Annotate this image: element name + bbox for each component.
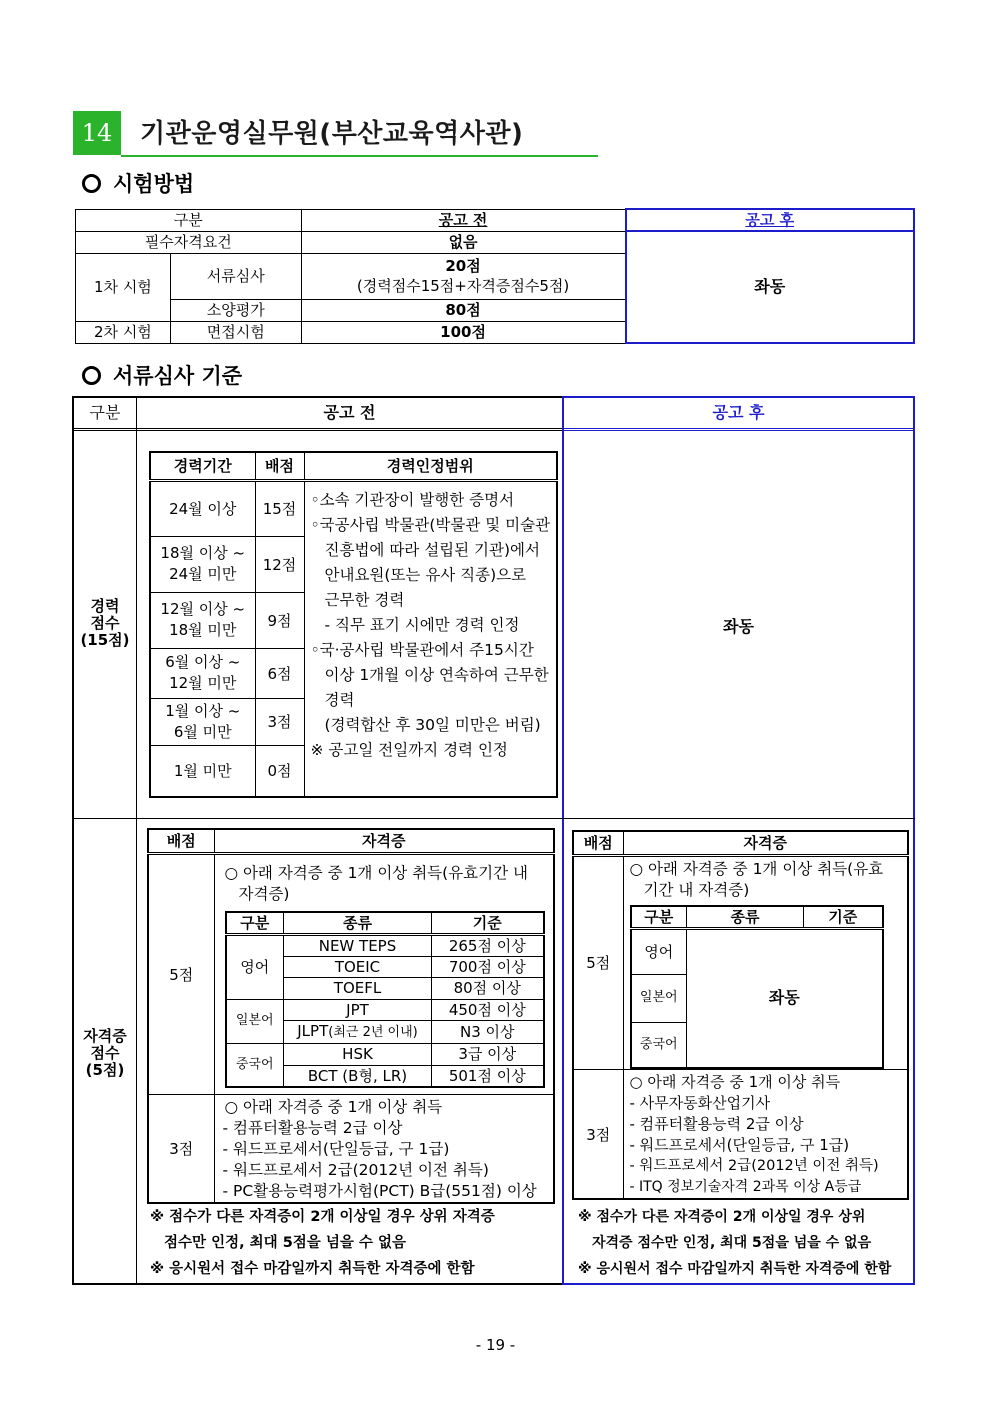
- lang-col-cat: 구분: [631, 906, 687, 929]
- career-col-points: 배점: [255, 452, 304, 480]
- cert-standard: 450점 이상: [432, 999, 544, 1021]
- career-points: 3점: [255, 698, 304, 745]
- career-col-scope: 경력인정범위: [304, 452, 557, 480]
- page-number: - 19 -: [475, 1336, 516, 1354]
- col-category: 구분: [76, 209, 302, 231]
- cert-kind: TOEIC: [284, 956, 432, 978]
- lang-col-std: 기준: [804, 906, 883, 929]
- cert-score-label: 자격증 점수 (5점): [83, 1027, 127, 1079]
- stage1-label: 1차 시험: [76, 253, 171, 321]
- cert-kind: JLPT(최근 2년 이내): [284, 1021, 432, 1044]
- career-period: 6월 이상 ~ 12월 미만: [150, 648, 255, 698]
- cert-kind: HSK: [284, 1044, 432, 1066]
- criteria-col-category: 구분: [89, 403, 121, 422]
- cert-points-3: 3점: [148, 1094, 214, 1203]
- doc-review-value: 20점 (경력점수15점+자격증점수5점): [301, 253, 625, 299]
- cert-5-content: ○ 아래 자격증 중 1개 이상 취득(유효 기간 내 자격증) 구분 종류 기준 영어 좌동 일본어 중국어: [623, 855, 908, 1070]
- career-points: 15점: [255, 480, 304, 536]
- section-heading-exam-method: 시험방법: [82, 168, 194, 198]
- career-points: 9점: [255, 592, 304, 648]
- language-cert-table: [225, 911, 545, 1088]
- cert-col-cert: 자격증: [623, 831, 908, 855]
- cert-after-same: 좌동: [687, 928, 883, 1068]
- lang-english: 영어: [226, 934, 284, 999]
- career-col-period: 경력기간: [150, 452, 255, 480]
- cert-before-table: [147, 828, 555, 1204]
- career-score-label: 경력 점수 (15점): [80, 597, 130, 649]
- cert-after-table: [572, 830, 909, 1200]
- stage2-label: 2차 시험: [76, 321, 171, 343]
- doc-review-label: 서류심사: [170, 253, 301, 299]
- circle-bullet-icon: [82, 366, 101, 385]
- page-title: 기관운영실무원(부산교육역사관): [140, 119, 524, 149]
- after-same: 좌동: [626, 231, 914, 343]
- cert-kind: TOEFL: [284, 978, 432, 1000]
- cert-standard: 501점 이상: [432, 1065, 544, 1087]
- language-cert-table: [630, 905, 884, 1070]
- cert-col-points: 배점: [148, 829, 214, 853]
- cert-kind: JPT: [284, 999, 432, 1021]
- criteria-col-after: 공고 후: [712, 403, 765, 422]
- career-period: 24월 이상: [150, 480, 255, 536]
- val-required: 없음: [301, 231, 625, 253]
- cert-col-points: 배점: [573, 831, 623, 855]
- cert-before-notes: ※ 점수가 다른 자격증이 2개 이상일 경우 상위 자격증 점수만 인정, 최대 5점을 넘을 수 없음 ※ 응시원서 접수 마감일까지 취득한 자격증에 한함: [150, 1209, 495, 1277]
- career-period: 1월 이상 ~ 6월 미만: [150, 698, 255, 745]
- section-number-badge: 14: [73, 111, 121, 155]
- lang-chinese: 중국어: [631, 1022, 687, 1068]
- cert-3-content: ○ 아래 자격증 중 1개 이상 취득 - 컴퓨터활용능력 2급 이상 - 워드프로세서(단일등급, 구 1급) - 워드프로세서 2급(2012년 이전 취득) - PC활용능력평가시험(PCT) B급(551점) 이상: [214, 1094, 554, 1203]
- lang-col-kind: 종류: [687, 906, 804, 929]
- cert-standard: 265점 이상: [432, 934, 544, 956]
- cert-standard: 700점 이상: [432, 956, 544, 978]
- col-after: 공고 후: [626, 209, 914, 231]
- title-underline: [121, 155, 598, 157]
- career-period: 1월 미만: [150, 745, 255, 797]
- lang-japanese: 일본어: [226, 999, 284, 1044]
- cert-standard: N3 이상: [432, 1021, 544, 1044]
- career-points: 6점: [255, 648, 304, 698]
- lang-col-kind: 종류: [284, 912, 432, 935]
- lang-col-std: 기준: [432, 912, 544, 935]
- exam-method-table: [75, 208, 915, 344]
- cert-standard: 3급 이상: [432, 1044, 544, 1066]
- interview-label: 면접시험: [170, 321, 301, 343]
- aptitude-value: 80점: [301, 299, 625, 321]
- criteria-col-before: 공고 전: [323, 403, 376, 422]
- lang-chinese: 중국어: [226, 1044, 284, 1087]
- cert-col-cert: 자격증: [214, 829, 554, 853]
- row-required: 필수자격요건: [76, 231, 302, 253]
- career-points: 0점: [255, 745, 304, 797]
- career-period: 18월 이상 ~ 24월 미만: [150, 536, 255, 592]
- cert-kind: NEW TEPS: [284, 934, 432, 956]
- cert-standard: 80점 이상: [432, 978, 544, 1000]
- cert-points-5: 5점: [148, 853, 214, 1094]
- career-points: 12점: [255, 536, 304, 592]
- col-before: 공고 전: [301, 209, 625, 231]
- lang-japanese: 일본어: [631, 974, 687, 1022]
- cert-kind: BCT (B형, LR): [284, 1065, 432, 1087]
- lang-english: 영어: [631, 928, 687, 974]
- career-period: 12월 이상 ~ 18월 미만: [150, 592, 255, 648]
- aptitude-label: 소양평가: [170, 299, 301, 321]
- cert-after-notes: ※ 점수가 다른 자격증이 2개 이상일 경우 상위 자격증 점수만 인정, 최대 5점을 넘을 수 없음 ※ 응시원서 접수 마감일까지 취득한 자격증에 한함: [578, 1209, 892, 1277]
- cert-points-3: 3점: [573, 1070, 623, 1200]
- cert-points-5: 5점: [573, 855, 623, 1070]
- cert-3-content: ○ 아래 자격증 중 1개 이상 취득 - 사무자동화산업기사 - 컴퓨터활용능력 2급 이상 - 워드프로세서(단일등급, 구 1급) - 워드프로세서 2급(2012년 이전 취득) - ITQ 정보기술자격 2과목 이상 A등급: [623, 1070, 908, 1200]
- career-after-same: 좌동: [723, 617, 754, 636]
- section-heading-doc-criteria: 서류심사 기준: [82, 360, 242, 390]
- cert-5-content: ○ 아래 자격증 중 1개 이상 취득(유효기간 내 자격증) 구분 종류 기준 영어 NEW TEPS 265점 이상 TOEIC 700점 이상 TOEFL 80점 이상 일본어 JPT 450점 이상 JLPT(최근 2년 이내) N3 이상 중국어 HSK 3급 이상 BCT (B형, LR) 501점 이상: [214, 853, 554, 1094]
- circle-bullet-icon: [82, 174, 101, 193]
- interview-value: 100점: [301, 321, 625, 343]
- lang-col-cat: 구분: [226, 912, 284, 935]
- career-table: [149, 451, 558, 798]
- career-scope: ◦소속 기관장이 발행한 증명서 ◦국공사립 박물관(박물관 및 미술관 진흥법에 따라 설립된 기관)에서 안내요원(또는 유사 직종)으로 근무한 경력 - 직무 표기 시에만 경력 인정 ◦국·공사립 박물관에서 주15시간 이상 1개월 이상 연속하여 근무한 경력 (경력합산 후 30일 미만은 버림) ※ 공고일 전일까지 경력 인정: [304, 480, 557, 797]
